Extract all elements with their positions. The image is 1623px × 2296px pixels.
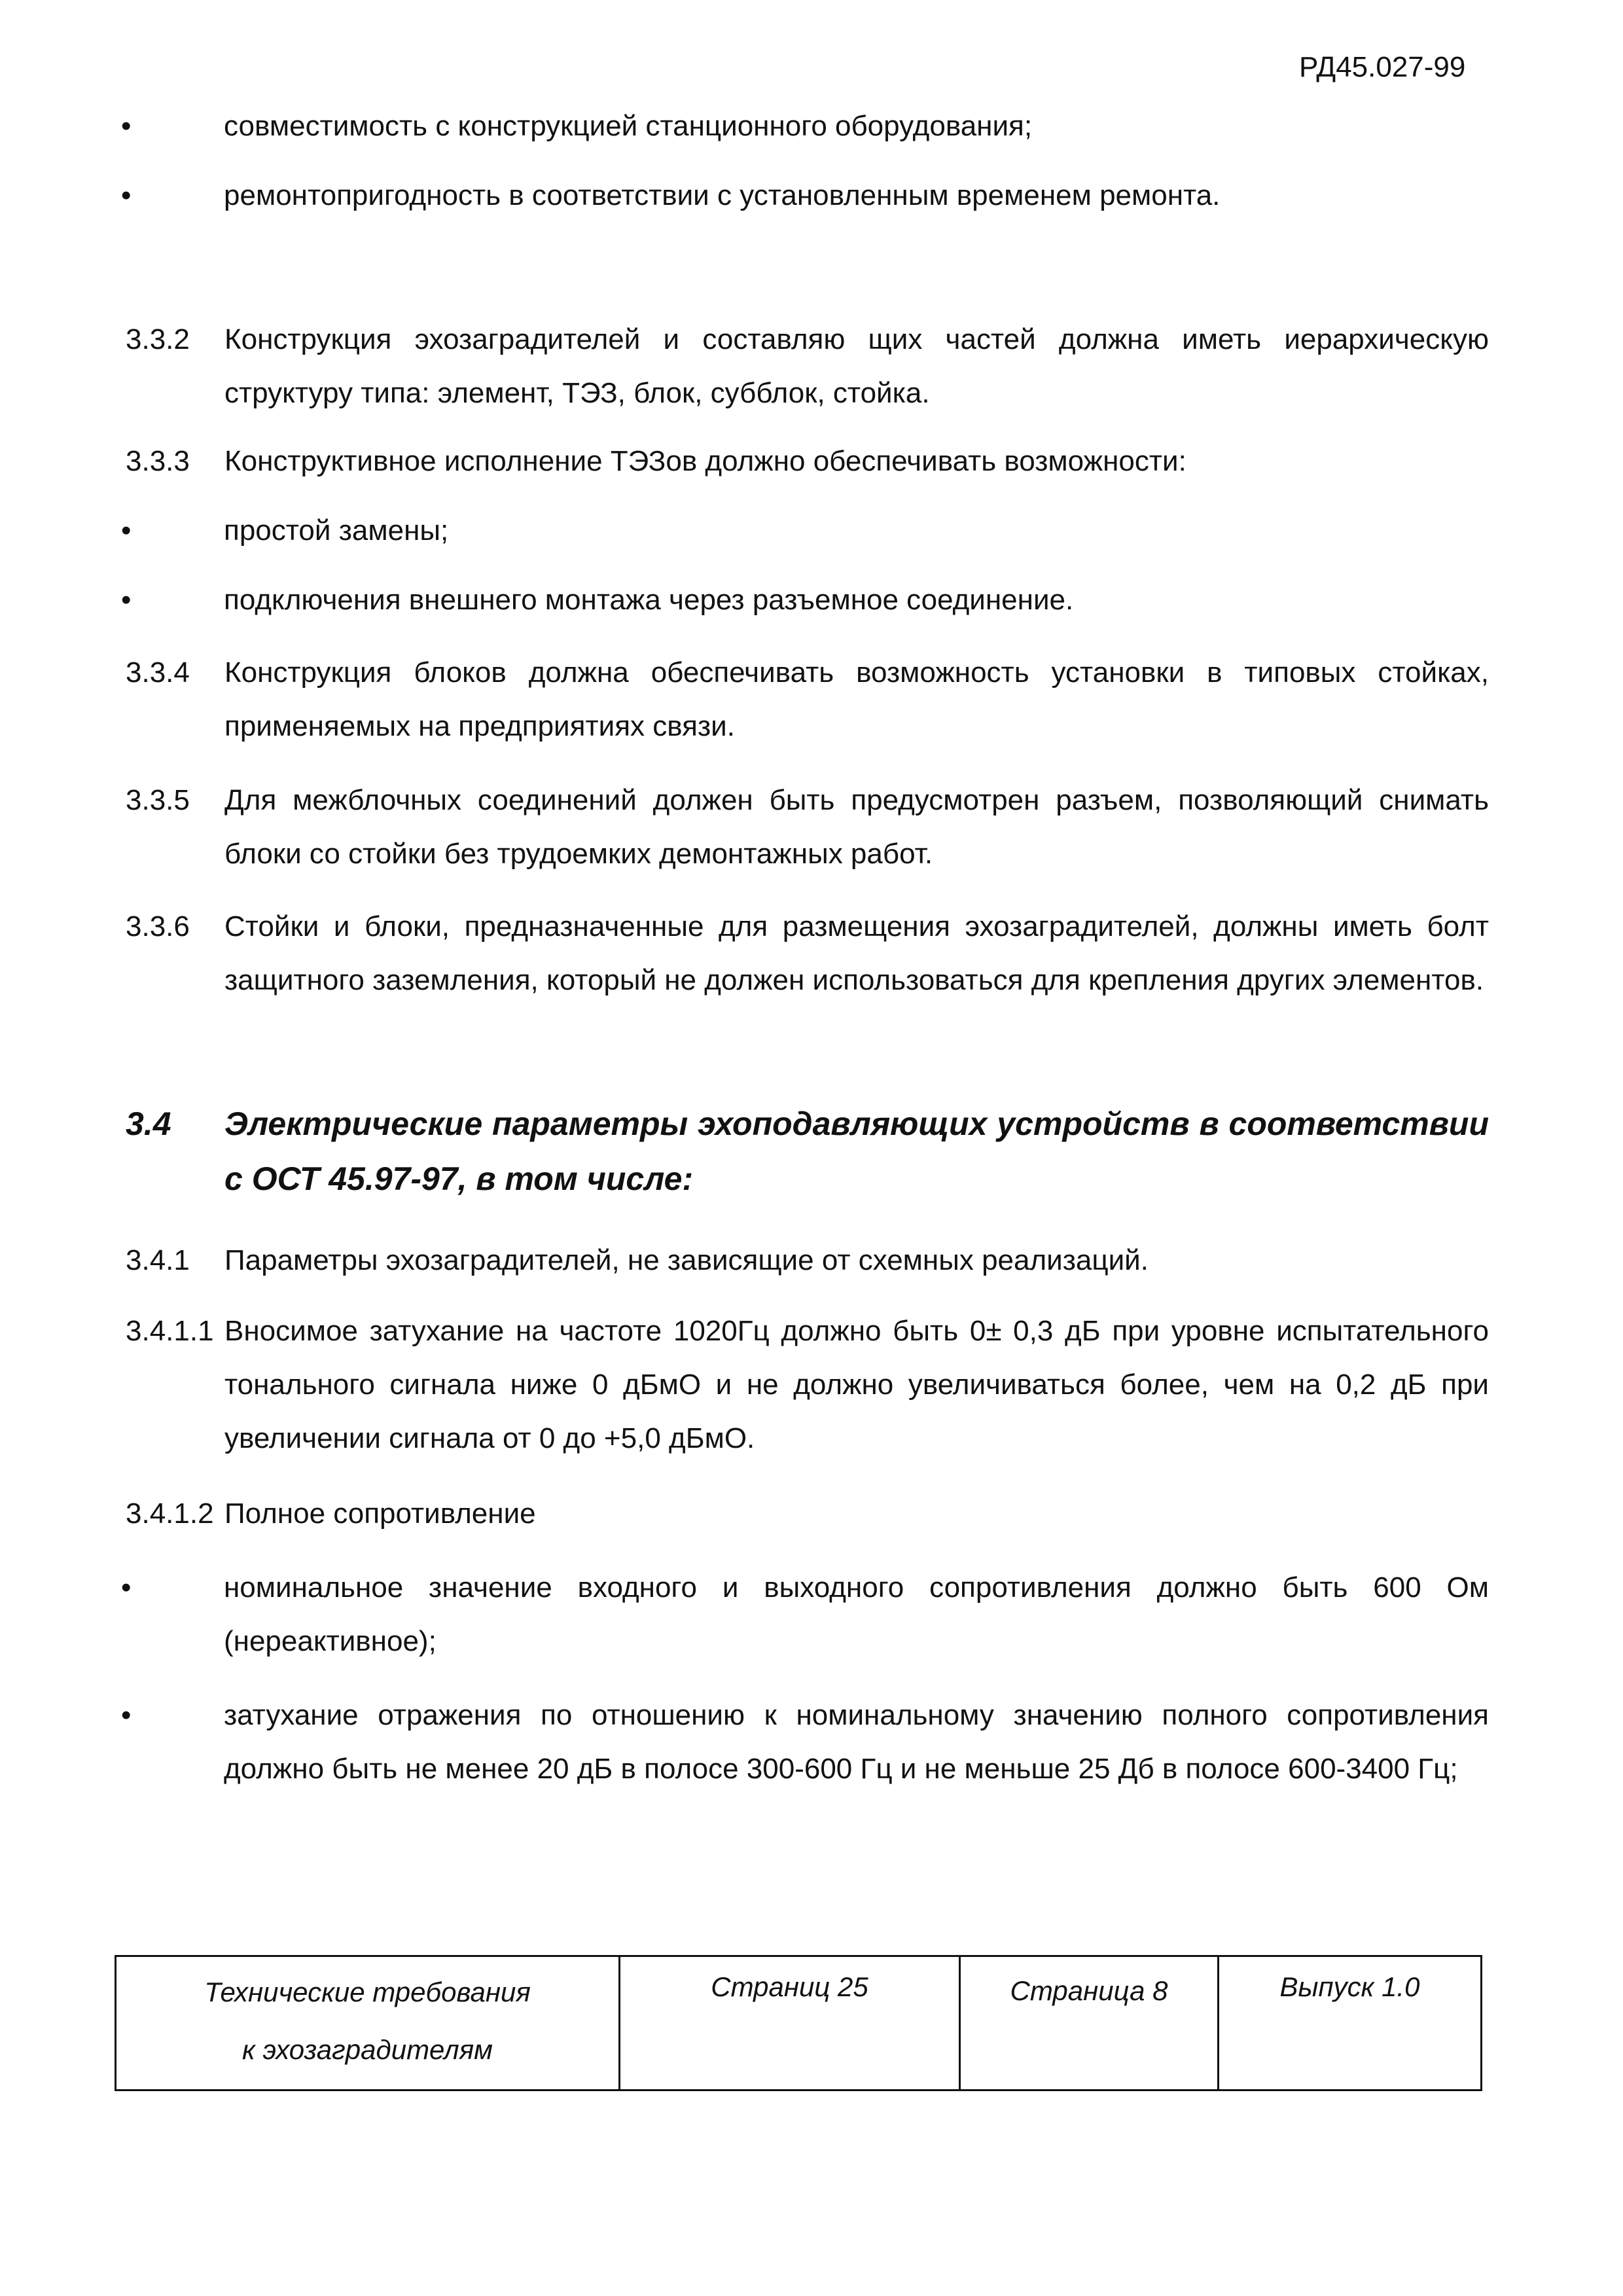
bullet-text: подключения внешнего монтажа через разъемное соединение. [224, 584, 1074, 616]
bullet-text: затухание отражения по отношению к номинальному значению полного сопротивления должно быть не менее 20 дБ в полосе 300-600 Гц и не меньше 25 Дб в полосе 600-3400 Гц; [224, 1699, 1489, 1785]
clause-number: 3.3.4 [126, 656, 190, 689]
clause-text: Для межблочных соединений должен быть предусмотрен разъем, позволяющий снимать блоки со стойки без трудоемких демонтажных работ. [224, 784, 1489, 870]
bullet-icon: • [121, 179, 132, 211]
section-number: 3.4 [126, 1105, 171, 1142]
clause-text: Полное сопротивление [224, 1498, 536, 1530]
clause-text: Параметры эхозаградителей, не зависящие от схемных реализаций. [224, 1244, 1149, 1276]
bullet-icon: • [121, 584, 132, 616]
clause-number: 3.3.6 [126, 910, 190, 942]
bullet-text: номинальное значение входного и выходного сопротивления должно быть 600 Ом (нереактивное); [224, 1571, 1489, 1657]
clause-text: Стойки и блоки, предназначенные для размещения эхозаградителей, должны иметь болт защитного заземления, который не должен использоваться для крепления других элементов. [224, 910, 1489, 996]
footer-page-cell: Страница 8 [960, 1956, 1219, 2090]
footer-title-line2: к эхозаградителям [242, 2034, 493, 2065]
bullet-icon: • [121, 110, 132, 142]
clause-text: Конструкция блоков должна обеспечивать возможность установки в типовых стойках, применяемых на предприятиях связи. [224, 656, 1489, 742]
clause-text: Конструктивное исполнение ТЭЗов должно обеспечивать возможности: [224, 445, 1186, 477]
document-number: РД45.027-99 [1299, 51, 1466, 83]
clause-number: 3.4.1.2 [126, 1498, 214, 1530]
bullet-icon: • [121, 514, 132, 547]
footer-title-cell [116, 1956, 620, 2090]
section-title: Электрические параметры эхоподавляющих устройств в соответствии с ОСТ 45.97-97, в том числе: [224, 1105, 1489, 1197]
bullet-icon: • [121, 1699, 132, 1731]
bullet-text: совместимость с конструкцией станционного оборудования; [224, 110, 1033, 142]
bullet-text: простой замены; [224, 514, 449, 547]
clause-number: 3.4.1 [126, 1244, 190, 1276]
clause-text: Конструкция эхозаградителей и составляю щих частей должна иметь иерархическую структуру типа: элемент, ТЭЗ, блок, субблок, стойка. [224, 323, 1489, 409]
footer-pages-cell: Страниц 25 [620, 1956, 960, 2090]
footer-title-line1: Технические требования [204, 1977, 531, 2007]
clause-text: Вносимое затухание на частоте 1020Гц должно быть 0± 0,3 дБ при уровне испытательного тонального сигнала ниже 0 дБмО и не должно увеличиваться более, чем на 0,2 дБ при увеличении сигнала от 0 до +5,0 дБмО. [224, 1315, 1489, 1454]
clause-number: 3.3.3 [126, 445, 190, 477]
bullet-icon: • [121, 1571, 132, 1604]
clause-number: 3.3.2 [126, 323, 190, 355]
footer-issue-cell: Выпуск 1.0 [1219, 1956, 1482, 2090]
bullet-text: ремонтопригодность в соответствии с установленным временем ремонта. [224, 179, 1221, 211]
footer-stamp-table [115, 1955, 1482, 2091]
clause-number: 3.4.1.1 [126, 1315, 214, 1347]
clause-number: 3.3.5 [126, 784, 190, 816]
